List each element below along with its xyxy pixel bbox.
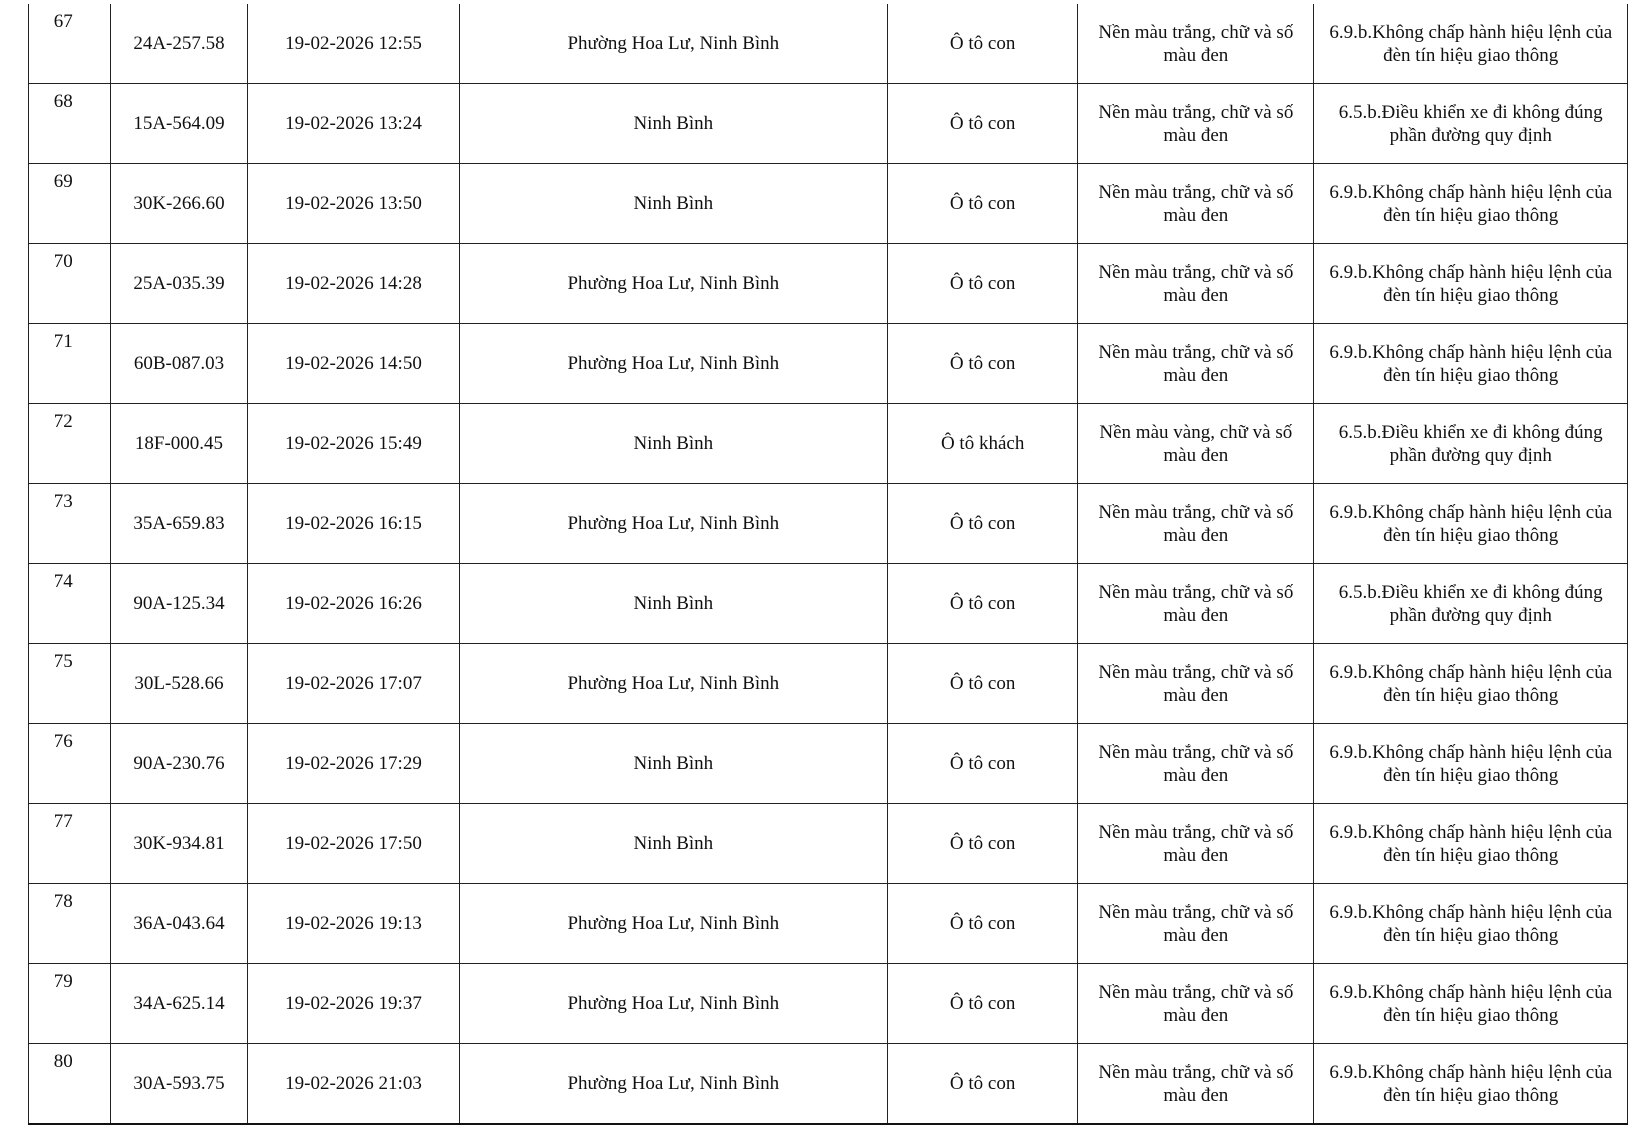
location-cell: Phường Hoa Lư, Ninh Bình	[459, 964, 887, 1044]
row-number: 68	[53, 91, 73, 112]
row-number-cell	[29, 4, 111, 84]
vehicle-type-cell: Ô tô con	[888, 644, 1078, 724]
location-cell: Ninh Bình	[459, 164, 887, 244]
location-cell: Phường Hoa Lư, Ninh Bình	[459, 484, 887, 564]
plate-number-cell: 90A-230.76	[110, 724, 248, 804]
violation-time-cell: 19-02-2026 16:26	[248, 564, 459, 644]
violation-cell: 6.9.b.Không chấp hành hiệu lệnh của đèn tín hiệu giao thông	[1314, 164, 1628, 244]
table-row	[29, 484, 1628, 564]
row-number: 78	[53, 891, 73, 912]
violation-cell: 6.9.b.Không chấp hành hiệu lệnh của đèn tín hiệu giao thông	[1314, 644, 1628, 724]
table-row	[29, 804, 1628, 884]
table-row	[29, 884, 1628, 964]
vehicle-type-cell: Ô tô con	[888, 804, 1078, 884]
plate-number-cell: 90A-125.34	[110, 564, 248, 644]
row-number-cell	[29, 884, 111, 964]
violation-time-cell: 19-02-2026 19:13	[248, 884, 459, 964]
violation-cell: 6.9.b.Không chấp hành hiệu lệnh của đèn tín hiệu giao thông	[1314, 244, 1628, 324]
plate-number-cell: 30K-934.81	[110, 804, 248, 884]
vehicle-type-cell: Ô tô con	[888, 4, 1078, 84]
document-page	[28, 4, 1628, 1123]
violation-time-cell: 19-02-2026 16:15	[248, 484, 459, 564]
vehicle-type-cell: Ô tô con	[888, 1044, 1078, 1125]
vehicle-type-cell: Ô tô con	[888, 164, 1078, 244]
violation-time-cell: 19-02-2026 13:24	[248, 84, 459, 164]
vehicle-type-cell: Ô tô con	[888, 884, 1078, 964]
plate-color-cell: Nền màu trắng, chữ và số màu đen	[1078, 1044, 1314, 1125]
violation-cell: 6.9.b.Không chấp hành hiệu lệnh của đèn tín hiệu giao thông	[1314, 484, 1628, 564]
row-number-cell	[29, 644, 111, 724]
location-cell: Ninh Bình	[459, 564, 887, 644]
table-row	[29, 564, 1628, 644]
plate-number-cell: 30L-528.66	[110, 644, 248, 724]
row-number-cell	[29, 324, 111, 404]
plate-number-cell: 25A-035.39	[110, 244, 248, 324]
location-cell: Ninh Bình	[459, 84, 887, 164]
row-number: 79	[53, 971, 73, 992]
violations-table	[28, 4, 1628, 1125]
table-row	[29, 404, 1628, 484]
location-cell: Ninh Bình	[459, 404, 887, 484]
table-row	[29, 724, 1628, 804]
location-cell: Ninh Bình	[459, 724, 887, 804]
violation-time-cell: 19-02-2026 13:50	[248, 164, 459, 244]
row-number: 72	[53, 411, 73, 432]
plate-color-cell: Nền màu trắng, chữ và số màu đen	[1078, 724, 1314, 804]
location-cell: Phường Hoa Lư, Ninh Bình	[459, 1044, 887, 1125]
table-row	[29, 4, 1628, 84]
vehicle-type-cell: Ô tô con	[888, 324, 1078, 404]
violation-time-cell: 19-02-2026 12:55	[248, 4, 459, 84]
table-row	[29, 244, 1628, 324]
plate-number-cell: 34A-625.14	[110, 964, 248, 1044]
plate-color-cell: Nền màu trắng, chữ và số màu đen	[1078, 644, 1314, 724]
vehicle-type-cell: Ô tô con	[888, 564, 1078, 644]
plate-color-cell: Nền màu trắng, chữ và số màu đen	[1078, 4, 1314, 84]
row-number-cell	[29, 84, 111, 164]
row-number-cell	[29, 244, 111, 324]
location-cell: Phường Hoa Lư, Ninh Bình	[459, 244, 887, 324]
violation-cell: 6.9.b.Không chấp hành hiệu lệnh của đèn tín hiệu giao thông	[1314, 4, 1628, 84]
plate-number-cell: 36A-043.64	[110, 884, 248, 964]
location-cell: Phường Hoa Lư, Ninh Bình	[459, 644, 887, 724]
plate-number-cell: 18F-000.45	[110, 404, 248, 484]
plate-color-cell: Nền màu trắng, chữ và số màu đen	[1078, 484, 1314, 564]
row-number-cell	[29, 164, 111, 244]
row-number-cell	[29, 964, 111, 1044]
vehicle-type-cell: Ô tô con	[888, 244, 1078, 324]
row-number-cell	[29, 1044, 111, 1125]
row-number: 75	[53, 651, 73, 672]
violation-cell: 6.9.b.Không chấp hành hiệu lệnh của đèn tín hiệu giao thông	[1314, 964, 1628, 1044]
row-number-cell	[29, 804, 111, 884]
violation-cell: 6.5.b.Điều khiển xe đi không đúng phần đường quy định	[1314, 404, 1628, 484]
table-row	[29, 84, 1628, 164]
location-cell: Phường Hoa Lư, Ninh Bình	[459, 884, 887, 964]
vehicle-type-cell: Ô tô khách	[888, 404, 1078, 484]
table-row	[29, 964, 1628, 1044]
violation-cell: 6.9.b.Không chấp hành hiệu lệnh của đèn tín hiệu giao thông	[1314, 724, 1628, 804]
plate-number-cell: 30K-266.60	[110, 164, 248, 244]
plate-color-cell: Nền màu trắng, chữ và số màu đen	[1078, 564, 1314, 644]
plate-number-cell: 15A-564.09	[110, 84, 248, 164]
violation-cell: 6.5.b.Điều khiển xe đi không đúng phần đường quy định	[1314, 564, 1628, 644]
plate-color-cell: Nền màu trắng, chữ và số màu đen	[1078, 244, 1314, 324]
row-number: 76	[53, 731, 73, 752]
row-number: 70	[53, 251, 73, 272]
table-body	[29, 4, 1628, 1124]
plate-color-cell: Nền màu trắng, chữ và số màu đen	[1078, 804, 1314, 884]
row-number: 73	[53, 491, 73, 512]
plate-color-cell: Nền màu trắng, chữ và số màu đen	[1078, 964, 1314, 1044]
vehicle-type-cell: Ô tô con	[888, 84, 1078, 164]
vehicle-type-cell: Ô tô con	[888, 964, 1078, 1044]
vehicle-type-cell: Ô tô con	[888, 484, 1078, 564]
row-number-cell	[29, 724, 111, 804]
violation-time-cell: 19-02-2026 14:50	[248, 324, 459, 404]
violation-time-cell: 19-02-2026 17:29	[248, 724, 459, 804]
violation-time-cell: 19-02-2026 15:49	[248, 404, 459, 484]
violation-time-cell: 19-02-2026 21:03	[248, 1044, 459, 1125]
plate-number-cell: 60B-087.03	[110, 324, 248, 404]
row-number: 69	[53, 171, 73, 192]
violation-time-cell: 19-02-2026 19:37	[248, 964, 459, 1044]
row-number: 67	[53, 11, 73, 32]
violation-cell: 6.9.b.Không chấp hành hiệu lệnh của đèn tín hiệu giao thông	[1314, 324, 1628, 404]
violation-cell: 6.9.b.Không chấp hành hiệu lệnh của đèn tín hiệu giao thông	[1314, 884, 1628, 964]
row-number-cell	[29, 484, 111, 564]
plate-color-cell: Nền màu trắng, chữ và số màu đen	[1078, 884, 1314, 964]
violation-cell: 6.9.b.Không chấp hành hiệu lệnh của đèn tín hiệu giao thông	[1314, 804, 1628, 884]
plate-color-cell: Nền màu trắng, chữ và số màu đen	[1078, 324, 1314, 404]
plate-color-cell: Nền màu trắng, chữ và số màu đen	[1078, 84, 1314, 164]
plate-color-cell: Nền màu trắng, chữ và số màu đen	[1078, 164, 1314, 244]
location-cell: Phường Hoa Lư, Ninh Bình	[459, 4, 887, 84]
violation-cell: 6.5.b.Điều khiển xe đi không đúng phần đường quy định	[1314, 84, 1628, 164]
row-number: 80	[53, 1051, 73, 1072]
table-row	[29, 164, 1628, 244]
plate-number-cell: 24A-257.58	[110, 4, 248, 84]
violation-time-cell: 19-02-2026 17:07	[248, 644, 459, 724]
plate-number-cell: 30A-593.75	[110, 1044, 248, 1125]
table-row	[29, 324, 1628, 404]
violation-time-cell: 19-02-2026 14:28	[248, 244, 459, 324]
plate-color-cell: Nền màu vàng, chữ và số màu đen	[1078, 404, 1314, 484]
row-number: 71	[53, 331, 73, 352]
row-number: 77	[53, 811, 73, 832]
location-cell: Ninh Bình	[459, 804, 887, 884]
table-row	[29, 644, 1628, 724]
location-cell: Phường Hoa Lư, Ninh Bình	[459, 324, 887, 404]
row-number: 74	[53, 571, 73, 592]
plate-number-cell: 35A-659.83	[110, 484, 248, 564]
violation-cell: 6.9.b.Không chấp hành hiệu lệnh của đèn tín hiệu giao thông	[1314, 1044, 1628, 1125]
table-row	[29, 1044, 1628, 1125]
row-number-cell	[29, 404, 111, 484]
vehicle-type-cell: Ô tô con	[888, 724, 1078, 804]
violation-time-cell: 19-02-2026 17:50	[248, 804, 459, 884]
row-number-cell	[29, 564, 111, 644]
